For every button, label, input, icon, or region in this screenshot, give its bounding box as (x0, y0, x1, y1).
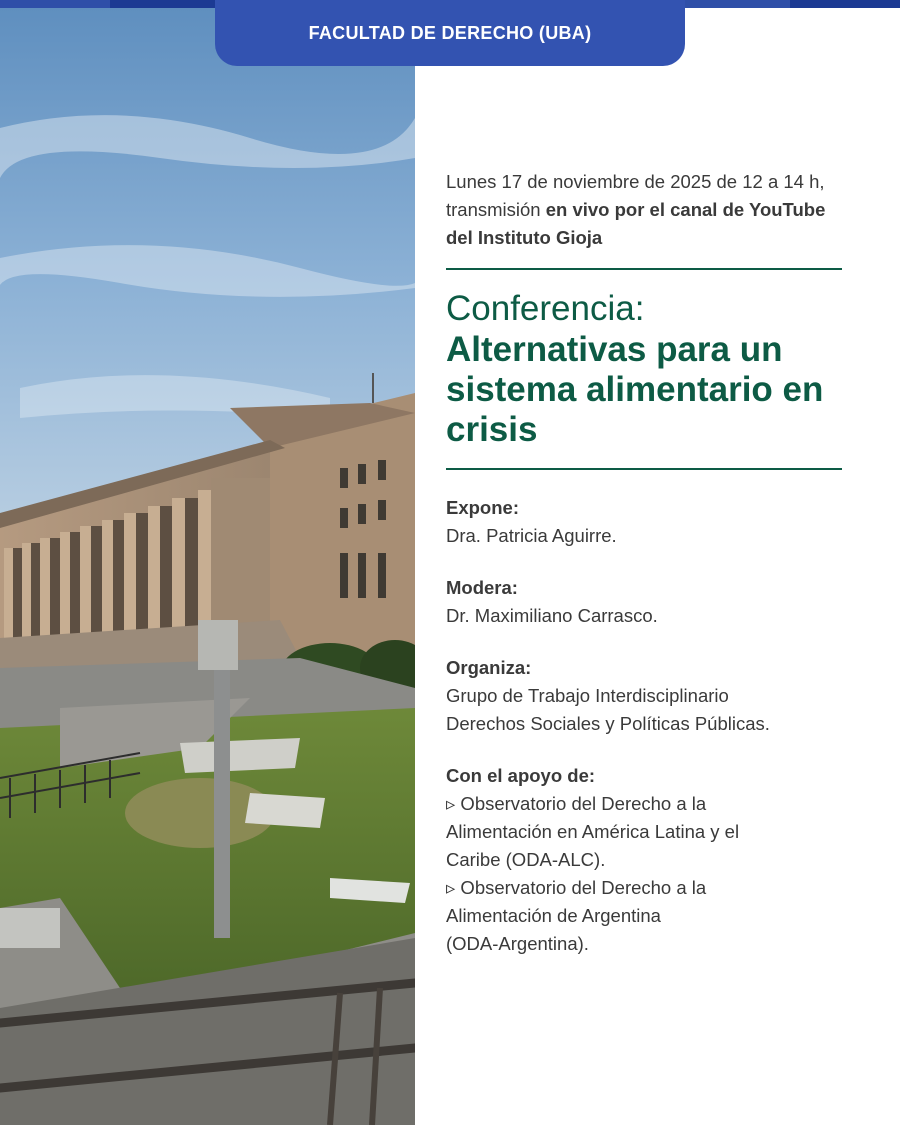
event-stream-info: en vivo por el canal de YouTube del Instituto Gioja (446, 199, 826, 248)
faculty-name: FACULTAD DE DERECHO (UBA) (308, 22, 592, 43)
support-item-line: (ODA-Argentina). (446, 933, 589, 954)
event-details (446, 168, 846, 958)
organizer-line: Grupo de Trabajo Interdisciplinario (446, 685, 729, 706)
speaker-name: Dra. Patricia Aguirre. (446, 525, 617, 546)
organizer-section (446, 654, 846, 738)
divider (446, 268, 842, 270)
faculty-building-illustration (0, 8, 415, 1125)
support-label: Con el apoyo de: (446, 765, 596, 786)
divider (446, 468, 842, 470)
organizer-label: Organiza: (446, 657, 532, 678)
conference-title: Alternativas para un sistema alimentario en crisis (446, 330, 824, 449)
stripe-segment (110, 0, 220, 8)
support-item-line: ▹ Observatorio del Derecho a la (446, 877, 707, 898)
support-item-line: ▹ Observatorio del Derecho a la (446, 793, 707, 814)
support-item-line: Alimentación en América Latina y el (446, 821, 740, 842)
speaker-label: Expone: (446, 497, 519, 518)
support-item-line: Alimentación de Argentina (446, 905, 661, 926)
conference-label: Conferencia: (446, 289, 645, 328)
speaker-section (446, 494, 846, 550)
support-item-line: Caribe (ODA-ALC). (446, 849, 606, 870)
event-date-text (446, 168, 846, 252)
faculty-header-tab (215, 0, 685, 66)
stripe-segment (790, 0, 900, 8)
support-section (446, 762, 846, 958)
moderator-label: Modera: (446, 577, 518, 598)
organizer-line: Derechos Sociales y Políticas Públicas. (446, 713, 770, 734)
building-photo (0, 8, 415, 1125)
moderator-section (446, 574, 846, 630)
moderator-name: Dr. Maximiliano Carrasco. (446, 605, 658, 626)
event-date-plain: Lunes 17 de noviembre de 2025 de 12 a 14 h, transmisión (446, 171, 825, 220)
